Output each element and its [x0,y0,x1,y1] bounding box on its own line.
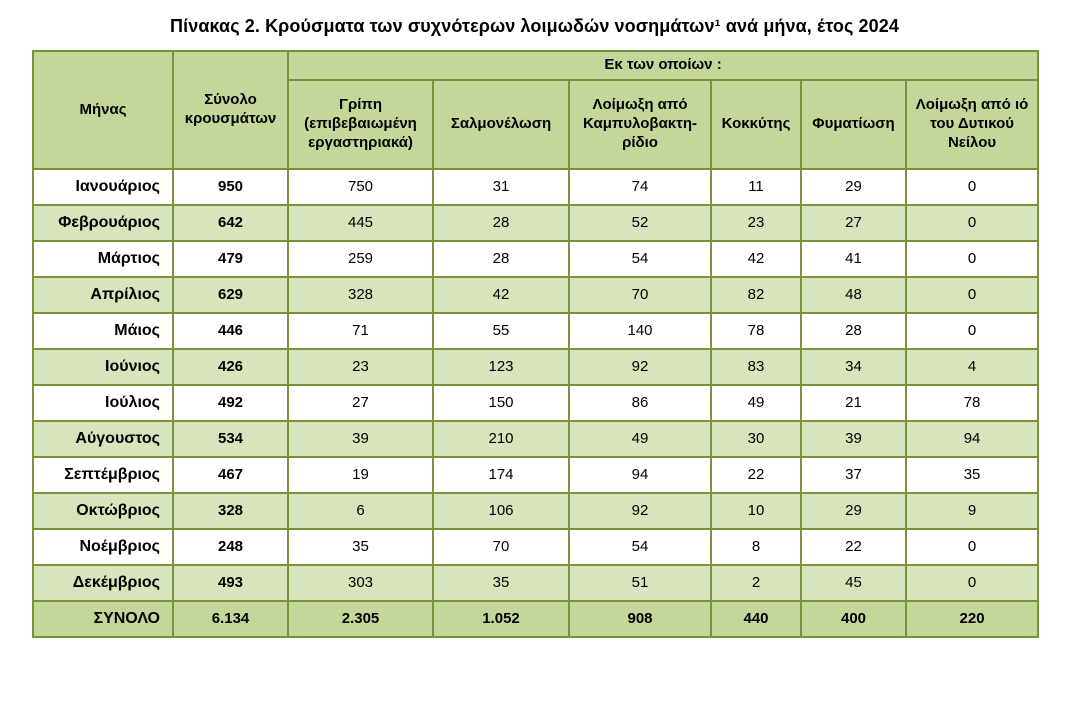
table-row [33,493,1038,529]
value-cell: 39 [288,421,433,457]
value-cell: 19 [288,457,433,493]
value-cell: 42 [711,241,801,277]
month-cell: Ιούλιος [33,385,173,421]
value-cell: 30 [711,421,801,457]
total-row-value: 440 [711,601,801,637]
value-cell: 55 [433,313,569,349]
value-cell: 0 [906,313,1038,349]
header-disease-campylobacter: Λοίμωξη από Καμπυλοβακτη-ρίδιο [569,80,711,169]
total-row-grand-total: 6.134 [173,601,288,637]
table-row [33,277,1038,313]
value-cell: 23 [711,205,801,241]
value-cell: 49 [711,385,801,421]
value-cell: 23 [288,349,433,385]
total-row-value: 908 [569,601,711,637]
value-cell: 83 [711,349,801,385]
value-cell: 70 [569,277,711,313]
month-cell: Απρίλιος [33,277,173,313]
total-row-label: ΣΥΝΟΛΟ [33,601,173,637]
month-cell: Μάιος [33,313,173,349]
header-of-which: Εκ των οποίων : [288,51,1038,80]
value-cell: 259 [288,241,433,277]
table-row [33,421,1038,457]
value-cell: 0 [906,529,1038,565]
value-cell: 49 [569,421,711,457]
value-cell: 92 [569,349,711,385]
total-row-value: 1.052 [433,601,569,637]
total-cell: 467 [173,457,288,493]
value-cell: 94 [569,457,711,493]
month-cell: Ιούνιος [33,349,173,385]
table-row [33,313,1038,349]
value-cell: 2 [711,565,801,601]
header-total-cases: Σύνολο κρουσμάτων [173,51,288,169]
value-cell: 28 [433,205,569,241]
total-row-value: 2.305 [288,601,433,637]
table-row [33,205,1038,241]
value-cell: 35 [906,457,1038,493]
value-cell: 48 [801,277,906,313]
table-body [33,169,1038,637]
value-cell: 10 [711,493,801,529]
value-cell: 42 [433,277,569,313]
value-cell: 29 [801,169,906,205]
total-row-value: 220 [906,601,1038,637]
value-cell: 54 [569,241,711,277]
header-row-top [33,51,1038,80]
value-cell: 0 [906,565,1038,601]
month-cell: Δεκέμβριος [33,565,173,601]
total-cell: 493 [173,565,288,601]
month-cell: Οκτώβριος [33,493,173,529]
value-cell: 303 [288,565,433,601]
value-cell: 174 [433,457,569,493]
value-cell: 78 [906,385,1038,421]
value-cell: 41 [801,241,906,277]
value-cell: 45 [801,565,906,601]
month-cell: Αύγουστος [33,421,173,457]
total-row [33,601,1038,637]
header-disease-pertussis: Κοκκύτης [711,80,801,169]
value-cell: 92 [569,493,711,529]
value-cell: 51 [569,565,711,601]
total-cell: 328 [173,493,288,529]
value-cell: 94 [906,421,1038,457]
value-cell: 27 [288,385,433,421]
value-cell: 6 [288,493,433,529]
value-cell: 0 [906,277,1038,313]
value-cell: 150 [433,385,569,421]
value-cell: 8 [711,529,801,565]
value-cell: 0 [906,169,1038,205]
value-cell: 34 [801,349,906,385]
value-cell: 210 [433,421,569,457]
value-cell: 750 [288,169,433,205]
total-cell: 426 [173,349,288,385]
value-cell: 35 [433,565,569,601]
month-cell: Φεβρουάριος [33,205,173,241]
total-cell: 629 [173,277,288,313]
value-cell: 78 [711,313,801,349]
value-cell: 328 [288,277,433,313]
total-cell: 248 [173,529,288,565]
value-cell: 82 [711,277,801,313]
header-disease-salmonellosis: Σαλμονέλωση [433,80,569,169]
value-cell: 140 [569,313,711,349]
month-cell: Σεπτέμβριος [33,457,173,493]
table-row [33,385,1038,421]
value-cell: 28 [801,313,906,349]
value-cell: 11 [711,169,801,205]
month-cell: Νοέμβριος [33,529,173,565]
total-cell: 950 [173,169,288,205]
header-disease-tuberculosis: Φυματίωση [801,80,906,169]
value-cell: 31 [433,169,569,205]
total-cell: 479 [173,241,288,277]
value-cell: 74 [569,169,711,205]
value-cell: 54 [569,529,711,565]
value-cell: 445 [288,205,433,241]
value-cell: 4 [906,349,1038,385]
value-cell: 35 [288,529,433,565]
report-page [0,16,1075,727]
value-cell: 37 [801,457,906,493]
value-cell: 86 [569,385,711,421]
table-row [33,241,1038,277]
value-cell: 0 [906,241,1038,277]
month-cell: Μάρτιος [33,241,173,277]
table-header [33,51,1038,169]
header-disease-flu: Γρίπη (επιβεβαιωμένη εργαστηριακά) [288,80,433,169]
table-row [33,169,1038,205]
value-cell: 0 [906,205,1038,241]
total-cell: 642 [173,205,288,241]
total-cell: 446 [173,313,288,349]
value-cell: 123 [433,349,569,385]
value-cell: 106 [433,493,569,529]
value-cell: 22 [801,529,906,565]
value-cell: 9 [906,493,1038,529]
header-month: Μήνας [33,51,173,169]
table-row [33,529,1038,565]
value-cell: 52 [569,205,711,241]
table-row [33,457,1038,493]
table-row [33,565,1038,601]
table-row [33,349,1038,385]
value-cell: 39 [801,421,906,457]
cases-table [32,50,1039,638]
value-cell: 21 [801,385,906,421]
value-cell: 29 [801,493,906,529]
total-cell: 534 [173,421,288,457]
header-disease-west-nile: Λοίμωξη από ιό του Δυτικού Νείλου [906,80,1038,169]
month-cell: Ιανουάριος [33,169,173,205]
total-row-value: 400 [801,601,906,637]
value-cell: 27 [801,205,906,241]
value-cell: 70 [433,529,569,565]
total-cell: 492 [173,385,288,421]
value-cell: 28 [433,241,569,277]
value-cell: 22 [711,457,801,493]
page-title: Πίνακας 2. Κρούσματα των συχνότερων λοιμωδών νοσημάτων¹ ανά μήνα, έτος 2024 [170,16,899,36]
value-cell: 71 [288,313,433,349]
